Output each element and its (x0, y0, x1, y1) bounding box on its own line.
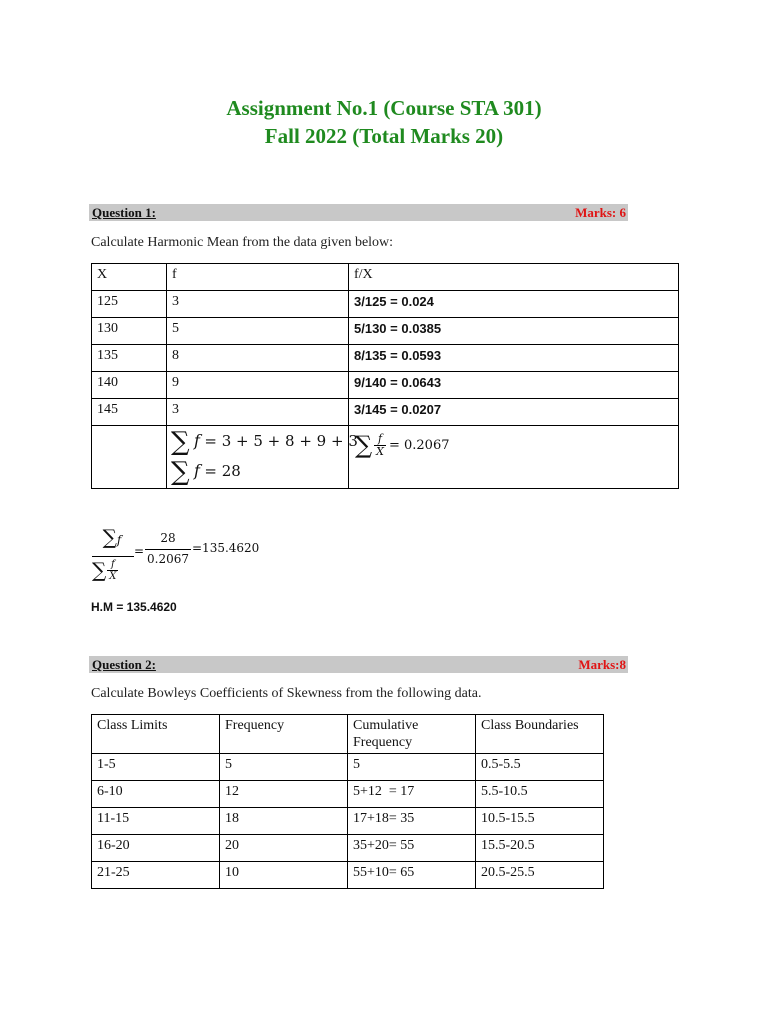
harmonic-mean-formula: ∑f ∑ f X = 28 0.2067 =135.4620 (92, 525, 260, 582)
table-cell: 55+10= 65 (348, 862, 476, 889)
header-cell: f/X (349, 264, 679, 291)
question-1-label: Question 1: (92, 205, 156, 220)
table-cell: 12 (220, 781, 348, 808)
formula-fraction-bar (145, 549, 191, 550)
term-marks-title: Fall 2022 (Total Marks 20) (264, 124, 504, 148)
header-cell: f (167, 264, 349, 291)
table-cell: 1-5 (92, 754, 220, 781)
sum-f-total: ∑ f = 28 (171, 457, 241, 487)
table-cell: 3 (167, 399, 349, 426)
table-cell: 5/130 = 0.0385 (349, 318, 679, 345)
skewness-table (91, 714, 604, 889)
table-cell: 16-20 (92, 835, 220, 862)
header-cell: X (92, 264, 167, 291)
table-row (92, 835, 604, 862)
header-cell: Class Limits (92, 715, 220, 754)
formula-result: =135.4620 (192, 541, 260, 555)
table-row (92, 781, 604, 808)
table-cell: 20.5-25.5 (476, 862, 604, 889)
table-row (92, 862, 604, 889)
table-cell: 3/125 = 0.024 (349, 291, 679, 318)
formula-numerator: 28 (160, 531, 176, 545)
table-row (92, 399, 679, 426)
table-cell: 21-25 (92, 862, 220, 889)
table-cell: 35+20= 55 (348, 835, 476, 862)
table-cell: 8 (167, 345, 349, 372)
table-cell: 6-10 (92, 781, 220, 808)
table-cell: 10.5-15.5 (476, 808, 604, 835)
table-cell: 125 (92, 291, 167, 318)
table-cell: 5 (220, 754, 348, 781)
table-cell: 140 (92, 372, 167, 399)
table-cell: 5.5-10.5 (476, 781, 604, 808)
question-2-marks: Marks:8 (578, 657, 626, 672)
header-cell: Frequency (220, 715, 348, 754)
fraction-f-over-x: $\frac{f}{X}$ (376, 431, 384, 458)
sigma-symbol: ∑ (355, 430, 373, 459)
table-header-row (92, 715, 604, 754)
table-cell: 5+12 = 17 (348, 781, 476, 808)
table-cell: 15.5-20.5 (476, 835, 604, 862)
sigma-symbol: ∑ (171, 457, 190, 487)
question-1-bar (89, 204, 628, 221)
table-cell: 3/145 = 0.0207 (349, 399, 679, 426)
table-cell: 17+18= 35 (348, 808, 476, 835)
question-2-bar (89, 656, 628, 673)
table-cell: 145 (92, 399, 167, 426)
table-cell: 9 (167, 372, 349, 399)
formula-denominator-sum: ∑ f X (92, 558, 117, 582)
sum-f-over-x-cell (349, 426, 679, 489)
table-row (92, 754, 604, 781)
table-cell: 10 (220, 862, 348, 889)
table-cell: 135 (92, 345, 167, 372)
sum-f-over-x: ∑ $\frac{f}{X}$ = 0.2067 (355, 430, 450, 459)
assignment-title: Assignment No.1 (Course STA 301) (226, 96, 542, 120)
table-cell: 3 (167, 291, 349, 318)
formula-numerator-sum: ∑f (102, 525, 122, 549)
table-cell: 5 (167, 318, 349, 345)
table-cell: 5 (348, 754, 476, 781)
table-cell: 130 (92, 318, 167, 345)
table-cell: 0.5-5.5 (476, 754, 604, 781)
sigma-symbol: ∑ (171, 427, 190, 457)
question-2-label: Question 2: (92, 657, 156, 672)
table-row (92, 291, 679, 318)
question-1-prompt: Calculate Harmonic Mean from the data given below: (91, 235, 394, 250)
table-cell: 8/135 = 0.0593 (349, 345, 679, 372)
table-cell: 11-15 (92, 808, 220, 835)
table-row (92, 808, 604, 835)
sum-f-expansion: ∑ f = 3 + 5 + 8 + 9 + 3 (171, 427, 358, 457)
header-cell: Class Boundaries (476, 715, 604, 754)
table-row (92, 345, 679, 372)
formula-main-bar (92, 556, 134, 557)
question-2-prompt: Calculate Bowleys Coefficients of Skewness from the following data. (91, 686, 482, 701)
table-cell: 18 (220, 808, 348, 835)
question-1-marks: Marks: 6 (575, 205, 626, 220)
formula-denominator: 0.2067 (147, 552, 189, 566)
table-row (92, 372, 679, 399)
sum-row (92, 426, 679, 489)
harmonic-mean-result: H.M = 135.4620 (91, 600, 177, 614)
sum-f-cell (167, 426, 358, 489)
table-row (92, 318, 679, 345)
table-header-row (92, 264, 679, 291)
table-cell: 9/140 = 0.0643 (349, 372, 679, 399)
table-cell: 20 (220, 835, 348, 862)
header-cell: Cumulative Frequency (348, 715, 476, 754)
empty-cell (92, 426, 167, 489)
harmonic-mean-table (91, 263, 679, 489)
